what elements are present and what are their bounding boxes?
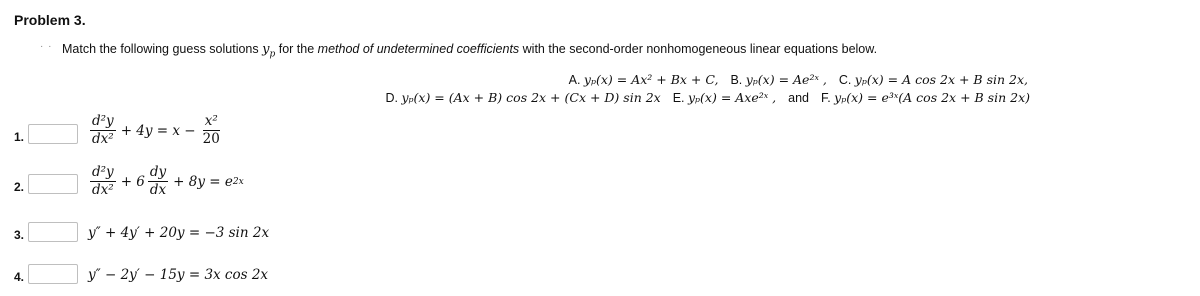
q1-frac2-num: x² bbox=[204, 113, 218, 129]
question-4-number: 4. bbox=[14, 270, 25, 284]
option-c-math: yₚ(x) = A cos 2x + B sin 2x, bbox=[854, 72, 1028, 87]
question-4-equation: y″ − 2y′ − 15y = 3x cos 2x bbox=[88, 267, 269, 283]
yp-variable: $y_p$ bbox=[262, 42, 276, 60]
q2-exponent: 2x bbox=[232, 176, 244, 187]
question-4-answer-input[interactable] bbox=[28, 264, 78, 284]
options-line-2 bbox=[385, 90, 1030, 105]
option-e-math: yₚ(x) = Axe²ˣ , bbox=[688, 90, 777, 105]
question-2-answer-input[interactable] bbox=[28, 174, 78, 194]
instruction-tail: with the second-order nonhomogeneous linear equations below. bbox=[522, 42, 878, 56]
q2-frac2-num: dy bbox=[149, 164, 167, 180]
q2-frac1-den: dx² bbox=[92, 182, 114, 198]
instruction-text bbox=[62, 42, 877, 60]
instruction-middle: for the bbox=[278, 42, 315, 56]
q1-frac2-den: 20 bbox=[202, 131, 220, 147]
option-f-label: F. bbox=[820, 91, 831, 105]
q2-middle-2: + 8y = e bbox=[173, 173, 233, 190]
option-d-math: yₚ(x) = (Ax + B) cos 2x + (Cx + D) sin 2x bbox=[401, 90, 661, 105]
options-line-1 bbox=[569, 72, 1028, 87]
question-3-equation: y″ + 4y′ + 20y = −3 sin 2x bbox=[88, 225, 270, 241]
question-1-number: 1. bbox=[14, 130, 25, 144]
question-2-equation bbox=[88, 165, 244, 198]
question-3-answer-input[interactable] bbox=[28, 222, 78, 242]
option-a-label: A. bbox=[568, 73, 581, 87]
q1-middle: + 4y = x − bbox=[120, 122, 196, 139]
method-name: method of undetermined coefficients bbox=[317, 42, 520, 56]
q2-middle-1: + 6 bbox=[120, 173, 145, 190]
question-2-number: 2. bbox=[14, 180, 25, 194]
question-1-answer-input[interactable] bbox=[28, 124, 78, 144]
option-a-math: yₚ(x) = Ax² + Bx + C, bbox=[583, 72, 719, 87]
option-e-label: E. bbox=[672, 91, 685, 105]
option-c-label: C. bbox=[838, 73, 852, 87]
leading-dots: · · bbox=[40, 41, 53, 52]
q2-frac1-num: d²y bbox=[92, 164, 114, 180]
q2-frac2-den: dx bbox=[149, 182, 167, 198]
option-f-math: yₚ(x) = e³ˣ(A cos 2x + B sin 2x) bbox=[834, 90, 1030, 105]
problem-title: Problem 3. bbox=[14, 12, 86, 28]
question-3-number: 3. bbox=[14, 228, 25, 242]
q1-frac1-num: d²y bbox=[92, 113, 114, 129]
q1-frac1-den: dx² bbox=[92, 131, 114, 147]
instruction-lead: Match the following guess solutions bbox=[62, 42, 259, 56]
option-d-label: D. bbox=[385, 91, 398, 105]
option-b-label: B. bbox=[730, 73, 743, 87]
question-1-equation bbox=[88, 114, 224, 147]
option-b-math: yₚ(x) = Ae²ˣ , bbox=[745, 72, 827, 87]
and-word: and bbox=[788, 91, 809, 105]
